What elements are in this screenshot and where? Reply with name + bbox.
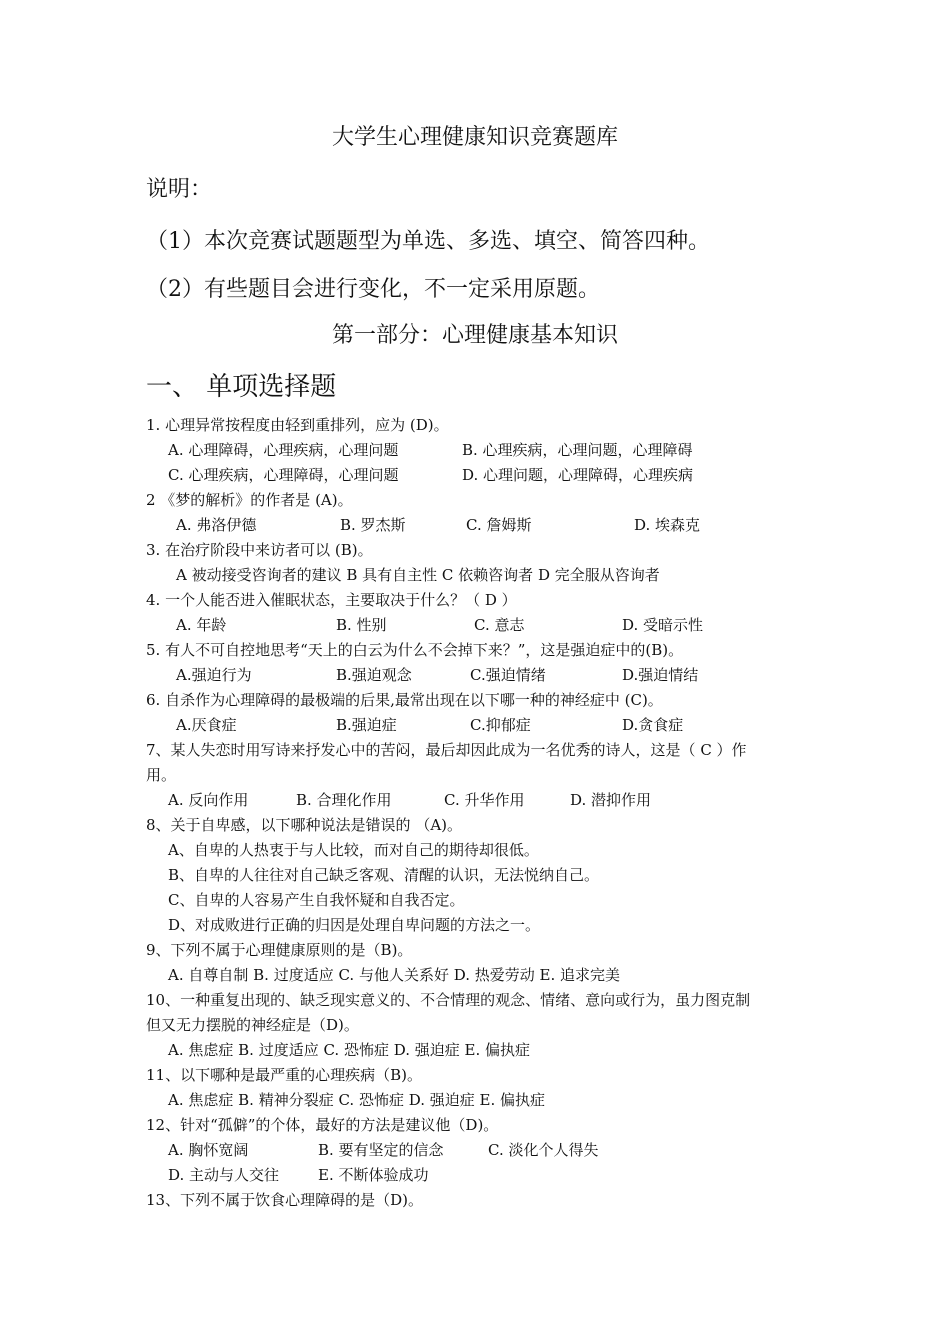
question-4: 4. 一个人能否进入催眠状态，主要取决于什么？（ D ） xyxy=(146,591,517,609)
q3-options: A 被动接受咨询者的建议 B 具有自主性 C 依赖咨询者 D 完全服从咨询者 xyxy=(176,566,660,584)
question-8: 8、关于自卑感，以下哪种说法是错误的 （A)。 xyxy=(146,816,462,834)
q6-option-c: C.抑郁症 xyxy=(470,716,531,734)
question-7: 7、某人失恋时用写诗来抒发心中的苦闷，最后却因此成为一名优秀的诗人，这是（ C ）作 xyxy=(146,741,747,759)
q7-option-c: C. 升华作用 xyxy=(444,791,525,809)
q1-option-c: C. 心理疾病，心理障碍，心理问题 xyxy=(168,466,399,484)
q6-option-a: A.厌食症 xyxy=(176,716,237,734)
q6-option-d: D.贪食症 xyxy=(622,716,684,734)
question-11: 11、以下哪种是最严重的心理疾病（B)。 xyxy=(146,1066,422,1084)
q5-option-a: A.强迫行为 xyxy=(176,666,252,684)
q10-options: A. 焦虑症 B. 过度适应 C. 恐怖症 D. 强迫症 E. 偏执症 xyxy=(168,1041,530,1059)
q6-option-b: B.强迫症 xyxy=(336,716,397,734)
question-1: 1. 心理异常按程度由轻到重排列，应为 (D)。 xyxy=(146,416,449,434)
q2-option-a: A. 弗洛伊德 xyxy=(176,516,257,534)
question-10: 10、一种重复出现的、缺乏现实意义的、不合情理的观念、情绪、意向或行为，虽力图克制 xyxy=(146,991,751,1009)
question-10-continued: 但又无力摆脱的神经症是（D)。 xyxy=(146,1016,359,1034)
q4-option-d: D. 受暗示性 xyxy=(622,616,704,634)
q4-option-b: B. 性别 xyxy=(336,616,387,634)
part-title: 第一部分：心理健康基本知识 xyxy=(331,323,618,348)
q5-option-c: C.强迫情绪 xyxy=(470,666,546,684)
q5-option-d: D.强迫情结 xyxy=(622,666,699,684)
document-title: 大学生心理健康知识竞赛题库 xyxy=(331,125,618,150)
question-5: 5. 有人不可自控地思考“天上的白云为什么不会掉下来？”，这是强迫症中的(B)。 xyxy=(146,641,684,659)
q8-option-d: D、对成败进行正确的归因是处理自卑问题的方法之一。 xyxy=(168,916,541,934)
question-9: 9、下列不属于心理健康原则的是（B)。 xyxy=(146,941,413,959)
q8-option-b: B、自卑的人往往对自己缺乏客观、清醒的认识，无法悦纳自己。 xyxy=(168,866,600,884)
question-7-continued: 用。 xyxy=(146,766,177,784)
question-12: 12、针对“孤僻”的个体，最好的方法是建议他（D)。 xyxy=(146,1116,499,1134)
q1-option-d: D. 心理问题，心理障碍，心理疾病 xyxy=(462,466,694,484)
question-6: 6. 自杀作为心理障碍的最极端的后果,最常出现在以下哪一种的神经症中 (C)。 xyxy=(146,691,663,709)
q12-option-d: D. 主动与人交往 xyxy=(168,1166,280,1184)
q7-option-a: A. 反向作用 xyxy=(168,791,249,809)
q7-option-b: B. 合理化作用 xyxy=(296,791,392,809)
q12-option-e: E. 不断体验成功 xyxy=(318,1166,429,1184)
q4-option-c: C. 意志 xyxy=(474,616,525,634)
q12-option-c: C. 淡化个人得失 xyxy=(488,1141,599,1159)
q5-option-b: B.强迫观念 xyxy=(336,666,412,684)
question-13: 13、下列不属于饮食心理障碍的是（D)。 xyxy=(146,1191,423,1209)
q8-option-a: A、自卑的人热衷于与人比较，而对自己的期待却很低。 xyxy=(168,841,539,859)
q2-option-b: B. 罗杰斯 xyxy=(340,516,406,534)
q2-option-c: C. 詹姆斯 xyxy=(466,516,532,534)
q12-option-b: B. 要有坚定的信念 xyxy=(318,1141,444,1159)
q7-option-d: D. 潜抑作用 xyxy=(570,791,652,809)
q8-option-c: C、自卑的人容易产生自我怀疑和自我否定。 xyxy=(168,891,465,909)
q9-options: A. 自尊自制 B. 过度适应 C. 与他人关系好 D. 热爱劳动 E. 追求完美 xyxy=(168,966,620,984)
q11-options: A. 焦虑症 B. 精神分裂症 C. 恐怖症 D. 强迫症 E. 偏执症 xyxy=(168,1091,545,1109)
question-2: 2 《梦的解析》的作者是 (A)。 xyxy=(146,491,353,509)
q4-option-a: A. 年龄 xyxy=(176,616,227,634)
note-1: （1）本次竞赛试题题型为单选、多选、填空、简答四种。 xyxy=(146,229,710,254)
question-3: 3. 在治疗阶段中来访者可以 (B)。 xyxy=(146,541,373,559)
q1-option-b: B. 心理疾病，心理问题，心理障碍 xyxy=(462,441,693,459)
q2-option-d: D. 埃森克 xyxy=(634,516,701,534)
q1-option-a: A. 心理障碍，心理疾病，心理问题 xyxy=(168,441,399,459)
q12-option-a: A. 胸怀宽阔 xyxy=(168,1141,249,1159)
instructions-label: 说明： xyxy=(146,177,213,202)
section-title: 一、 单项选择题 xyxy=(146,372,337,402)
note-2: （2）有些题目会进行变化，不一定采用原题。 xyxy=(146,277,600,302)
